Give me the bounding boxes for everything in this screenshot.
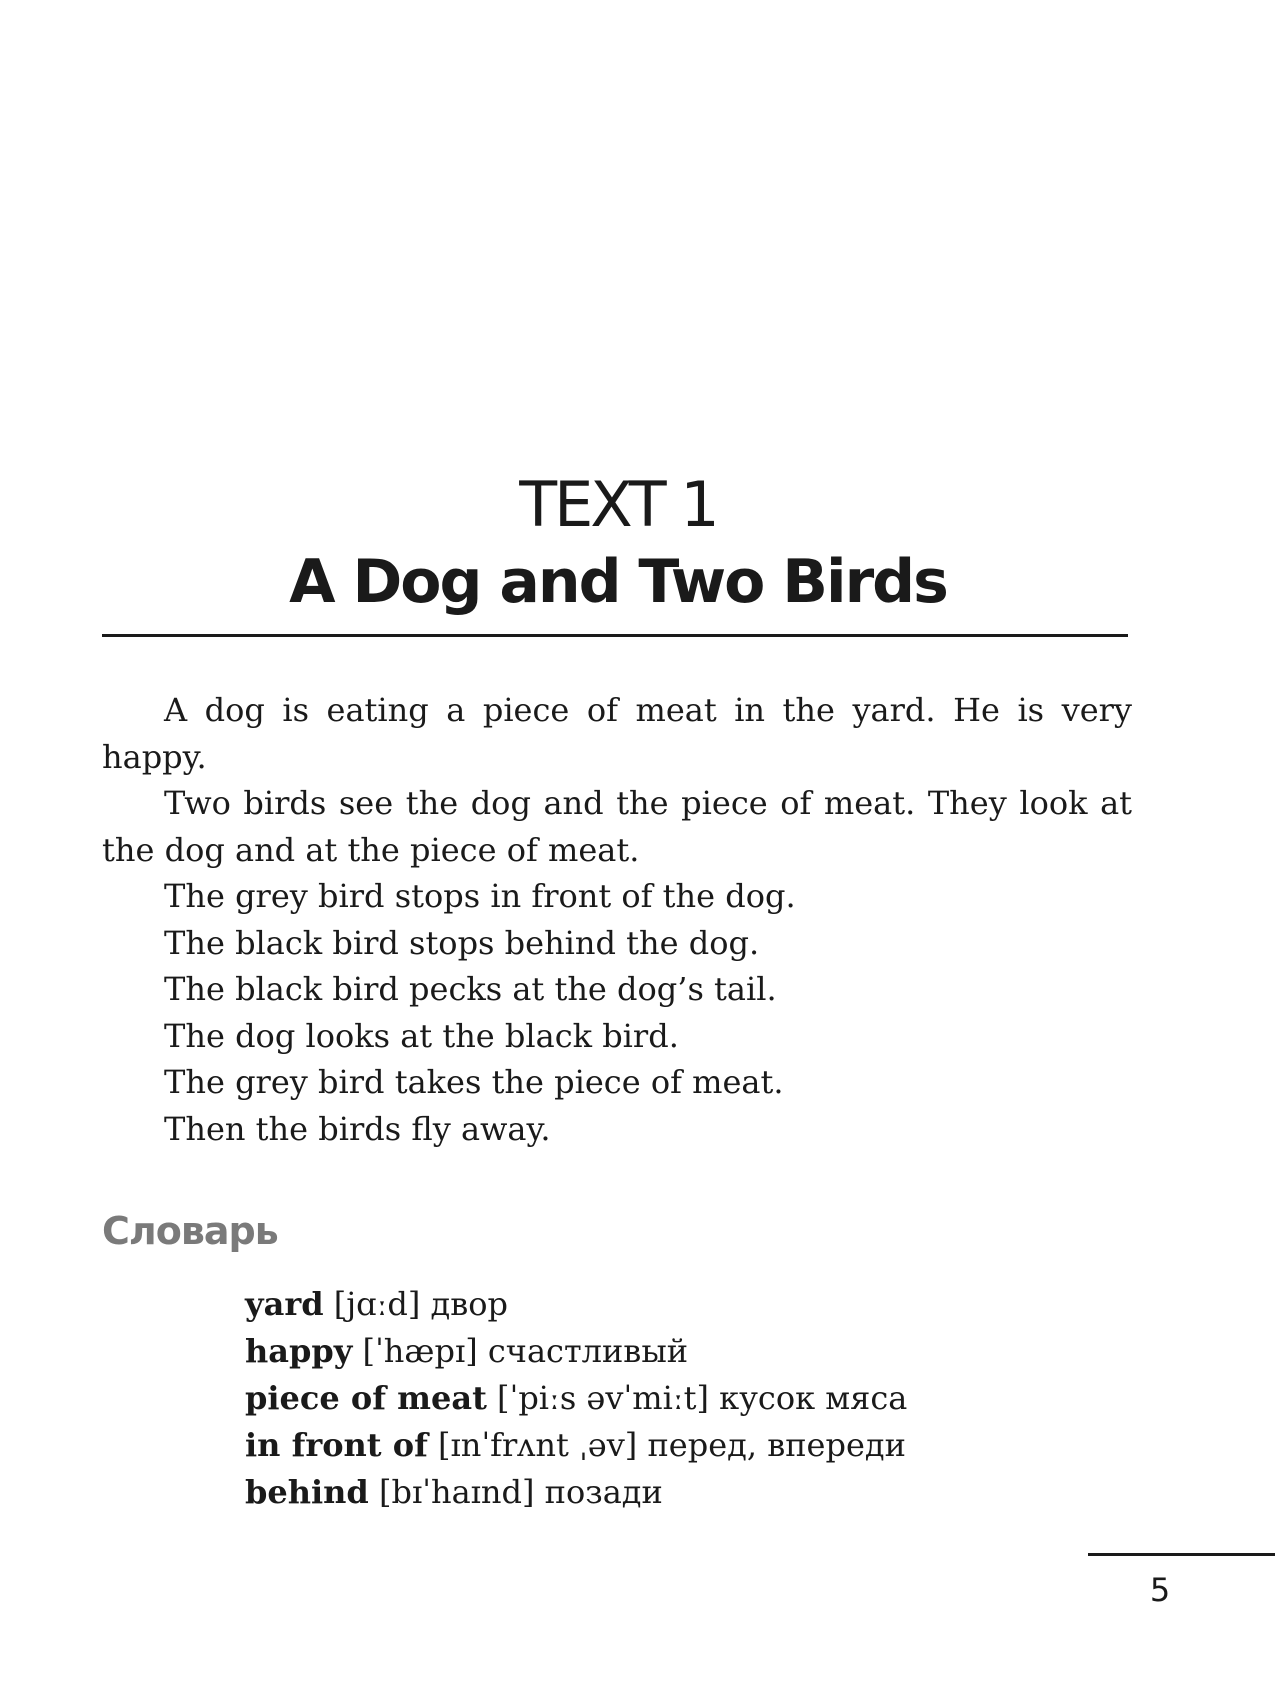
vocabulary-translation: перед, впереди — [647, 1426, 906, 1464]
story-paragraph: Then the birds fly away. — [164, 1109, 551, 1148]
vocabulary-transcription: [jɑːd] — [333, 1285, 421, 1323]
title-divider — [102, 634, 1128, 637]
vocabulary-entry — [245, 1422, 907, 1469]
page-number: 5 — [1149, 1571, 1171, 1609]
vocabulary-transcription: [ˈpiːs əvˈmiːt] — [497, 1379, 709, 1417]
text-number: TEXT 1 — [519, 468, 717, 541]
story-paragraph: The dog looks at the black bird. — [164, 1016, 679, 1055]
footer-divider — [1088, 1553, 1275, 1556]
story-title: A Dog and Two Birds — [289, 547, 947, 617]
vocabulary-entry — [245, 1469, 907, 1516]
vocabulary-translation: счастливый — [487, 1332, 689, 1370]
story-paragraph: The black bird pecks at the dog’s tail. — [164, 970, 777, 1008]
vocabulary-word: piece of meat — [245, 1379, 487, 1417]
vocabulary-transcription: [ɪnˈfrʌnt ˌəv] — [438, 1426, 638, 1464]
story-paragraph: The black bird stops behind the dog. — [164, 923, 760, 962]
vocabulary-word: in front of — [245, 1426, 428, 1464]
vocabulary-word: yard — [245, 1285, 324, 1323]
vocabulary-heading: Словарь — [102, 1209, 278, 1253]
vocabulary-word: happy — [245, 1332, 353, 1370]
story-paragraph: A dog is eating a piece of meat in the yard. He is very happy. — [102, 691, 1132, 776]
vocabulary-translation: двор — [430, 1285, 509, 1323]
vocabulary-translation: кусок мяса — [719, 1379, 908, 1417]
vocabulary-list — [245, 1281, 907, 1516]
vocabulary-translation: позади — [544, 1473, 663, 1511]
story-paragraph: The grey bird stops in front of the dog. — [164, 877, 796, 915]
vocabulary-word: behind — [245, 1473, 369, 1511]
vocabulary-transcription: [ˈhæpɪ] — [362, 1332, 478, 1370]
vocabulary-entry — [245, 1375, 907, 1422]
story-paragraph: Two birds see the dog and the piece of meat. They look at the dog and at the piece of meat. — [102, 784, 1132, 869]
vocabulary-entry — [245, 1328, 907, 1375]
vocabulary-entry — [245, 1281, 907, 1328]
story-paragraph: The grey bird takes the piece of meat. — [164, 1063, 784, 1101]
vocabulary-transcription: [bɪˈhaɪnd] — [378, 1473, 535, 1511]
story-body — [102, 687, 1132, 1152]
